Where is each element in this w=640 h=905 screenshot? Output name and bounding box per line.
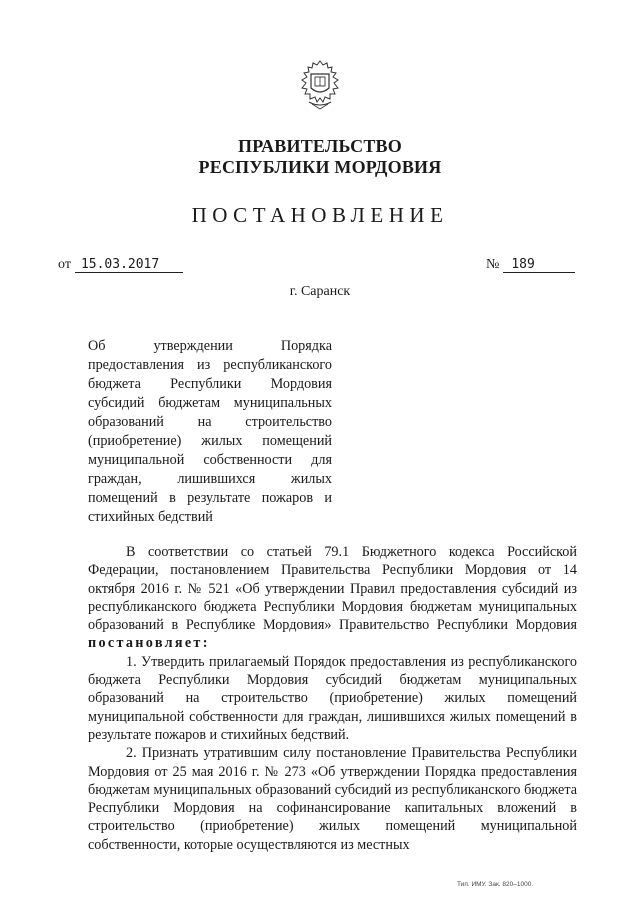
organization-name-line2: РЕСПУБЛИКИ МОРДОВИЯ <box>198 157 442 177</box>
number-prefix: № <box>486 257 500 272</box>
city-name: г. Саранск <box>289 284 351 299</box>
document-subject: Об утверждении Порядка предоставления из республиканского бюджета Республики Мордовия субсидий бюджетам муниципальных образований на строительство (приобретение) жилых помещений муниципальной собственности для граждан, лишившихся жилых помещений в результате пожаров и стихийных бедствий <box>88 338 332 525</box>
number-value: 189 <box>503 258 575 273</box>
coat-of-arms-emblem <box>297 58 343 110</box>
document-type-title: ПОСТАНОВЛЕНИЕ <box>191 203 449 227</box>
organization-name-line1: ПРАВИТЕЛЬСТВО <box>238 136 402 156</box>
date-value: 15.03.2017 <box>75 258 183 273</box>
resolution-keyword: постановляет: <box>88 635 210 652</box>
date-prefix: от <box>58 257 71 272</box>
body-paragraph-3: 2. Признать утратившим силу постановление Правительства Республики Мордовия от 25 мая 2016 г. № 273 «Об утверждении Порядка предоставления бюджетам муниципальных образований субсидий из республиканского бюджета Республики Мордовия на софинансирование капитальных вложений в строительство (приобретение) жилых помещений муниципальной собственности, которые осуществляются из местных <box>88 745 577 853</box>
print-footer: Тип. ИМУ. Зак. 820–1000. <box>457 881 534 888</box>
body-paragraph-2: 1. Утвердить прилагаемый Порядок предоставления из республиканского бюджета Республики Мордовия субсидий бюджетам муниципальных образований на строительство (приобретение) жилых помещений муниципальной собственности для граждан, лишившихся жилых помещений в результате пожаров и стихийных бедствий. <box>88 653 577 743</box>
document-body <box>88 543 577 854</box>
body-paragraph-1 <box>88 543 577 653</box>
document-number <box>486 257 575 273</box>
paragraph-1-text: В соответствии со статьей 79.1 Бюджетного кодекса Российской Федерации, постановлением Правительства Республики Мордовия от 14 октября 2016 г. № 521 «Об утверждении Правил предоставления субсидий из республиканского бюджета Республики Мордовия бюджетам муниципальных образований в Республике Мордовия» Правительство Республики Мордовия <box>88 544 577 634</box>
document-date <box>58 257 183 273</box>
